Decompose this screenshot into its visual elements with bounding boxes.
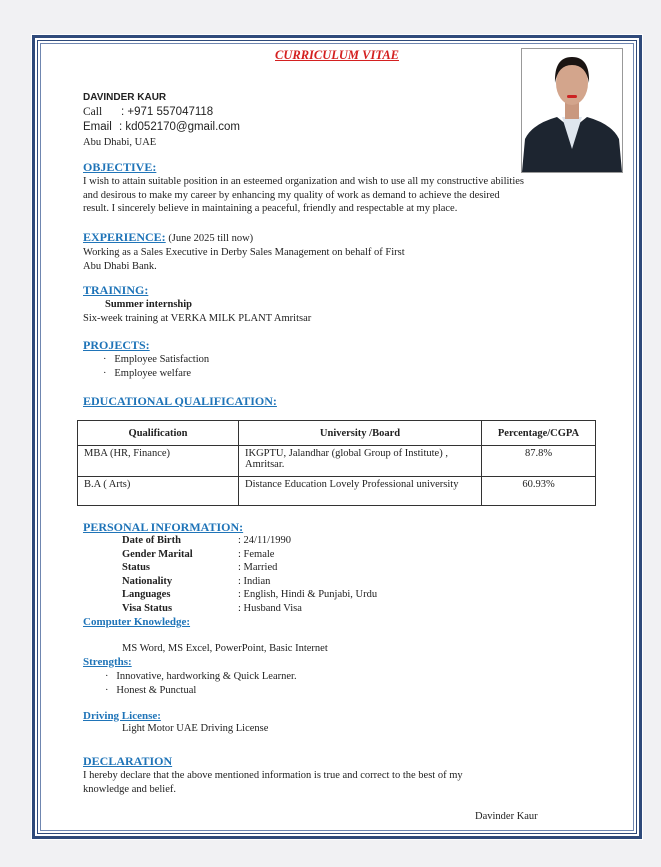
declaration-line: I hereby declare that the above mentioned information is true and correct to the best of my <box>83 770 463 781</box>
experience-line: Working as a Sales Executive in Derby Sales Management on behalf of First <box>83 247 405 258</box>
education-heading: EDUCATIONAL QUALIFICATION: <box>83 394 277 408</box>
driving-heading: Driving License: <box>83 709 161 722</box>
training-line: Six-week training at VERKA MILK PLANT Amritsar <box>83 312 312 324</box>
personal-row <box>122 603 377 617</box>
experience-line: Abu Dhabi Bank. <box>83 260 157 272</box>
field-label: Date of Birth <box>122 535 181 546</box>
personal-row <box>122 576 377 590</box>
profile-photo <box>521 48 623 173</box>
experience-section <box>83 228 405 273</box>
personal-row <box>122 549 377 563</box>
table-cell: IKGPTU, Jalandhar (global Group of Institute) , Amritsar. <box>239 446 482 477</box>
candidate-name: DAVINDER KAUR <box>83 92 167 103</box>
field-label: Languages <box>122 589 171 600</box>
table-cell: B.A ( Arts) <box>78 477 239 506</box>
call-label: Call <box>83 106 103 118</box>
training-section <box>83 283 311 325</box>
table-cell: Distance Education Lovely Professional university <box>239 477 482 506</box>
column-header: Percentage/CGPA <box>482 421 596 446</box>
table-header-row <box>78 421 596 446</box>
experience-heading: EXPERIENCE: <box>83 230 166 244</box>
resume-page <box>31 34 643 840</box>
objective-section <box>83 160 524 216</box>
personal-section <box>83 520 377 735</box>
strengths-heading: Strengths: <box>83 655 132 668</box>
location: Abu Dhabi, UAE <box>83 137 157 148</box>
signature: Davinder Kaur <box>475 811 538 822</box>
table-cell: 60.93% <box>482 477 596 506</box>
column-header: Qualification <box>78 421 239 446</box>
project-label: Employee Satisfaction <box>114 354 210 365</box>
field-label: Nationality <box>122 575 173 587</box>
phone: : +971 557047118 <box>121 106 214 118</box>
table-row <box>78 446 596 477</box>
table-row <box>78 477 596 506</box>
field-value: : 24/11/1990 <box>238 535 291 546</box>
training-heading: TRAINING: <box>83 283 149 297</box>
field-label: Visa Status <box>122 602 173 614</box>
education-table <box>77 420 596 506</box>
field-value: : Female <box>238 548 275 560</box>
computer-heading: Computer Knowledge: <box>83 616 191 628</box>
field-label: Gender Marital <box>122 548 193 560</box>
contact-block <box>83 105 240 150</box>
computer-line: MS Word, MS Excel, PowerPoint, Basic Internet <box>122 643 328 654</box>
document-title: CURRICULUM VITAE <box>275 48 399 62</box>
training-subheading: Summer internship <box>105 299 193 310</box>
declaration-section <box>83 754 463 796</box>
field-value: : Married <box>238 562 278 573</box>
project-item: · Employee welfare <box>103 367 192 379</box>
strength-label: Honest & Punctual <box>116 685 197 696</box>
driving-line: Light Motor UAE Driving License <box>122 722 269 734</box>
objective-line: result. I sincerely believe in maintaining a peaceful, friendly and respectable at my place. <box>83 203 458 214</box>
strength-item: · Honest & Punctual <box>105 685 197 696</box>
objective-heading: OBJECTIVE: <box>83 160 157 174</box>
field-value: : Indian <box>238 575 271 587</box>
project-item: · Employee Satisfaction <box>103 354 210 365</box>
field-value: : Husband Visa <box>238 602 302 614</box>
personal-heading: PERSONAL INFORMATION: <box>83 520 244 534</box>
personal-row <box>122 562 377 576</box>
project-label: Employee welfare <box>114 367 192 379</box>
experience-period: (June 2025 till now) <box>165 233 254 244</box>
personal-row <box>122 589 377 603</box>
objective-line: I wish to attain suitable position in an esteemed organization and wish to use all my constructive abilities <box>83 176 525 187</box>
email: : kd052170@gmail.com <box>119 121 240 133</box>
projects-section <box>83 338 209 380</box>
email-label: Email <box>83 121 112 133</box>
personal-row <box>122 535 377 549</box>
field-value: : English, Hindi & Punjabi, Urdu <box>238 589 378 600</box>
table-cell: 87.8% <box>482 446 596 477</box>
field-label: Status <box>122 562 151 573</box>
strength-item: · Innovative, hardworking & Quick Learner. <box>105 670 297 682</box>
declaration-line: knowledge and belief. <box>83 783 177 795</box>
declaration-heading: DECLARATION <box>83 754 173 768</box>
strength-label: Innovative, hardworking & Quick Learner. <box>116 670 297 682</box>
projects-heading: PROJECTS: <box>83 338 150 352</box>
column-header: University /Board <box>239 421 482 446</box>
objective-line: and desirous to make my career by enhancing my quality of work as demand to achieve the desired <box>83 189 500 201</box>
table-cell: MBA (HR, Finance) <box>78 446 239 477</box>
